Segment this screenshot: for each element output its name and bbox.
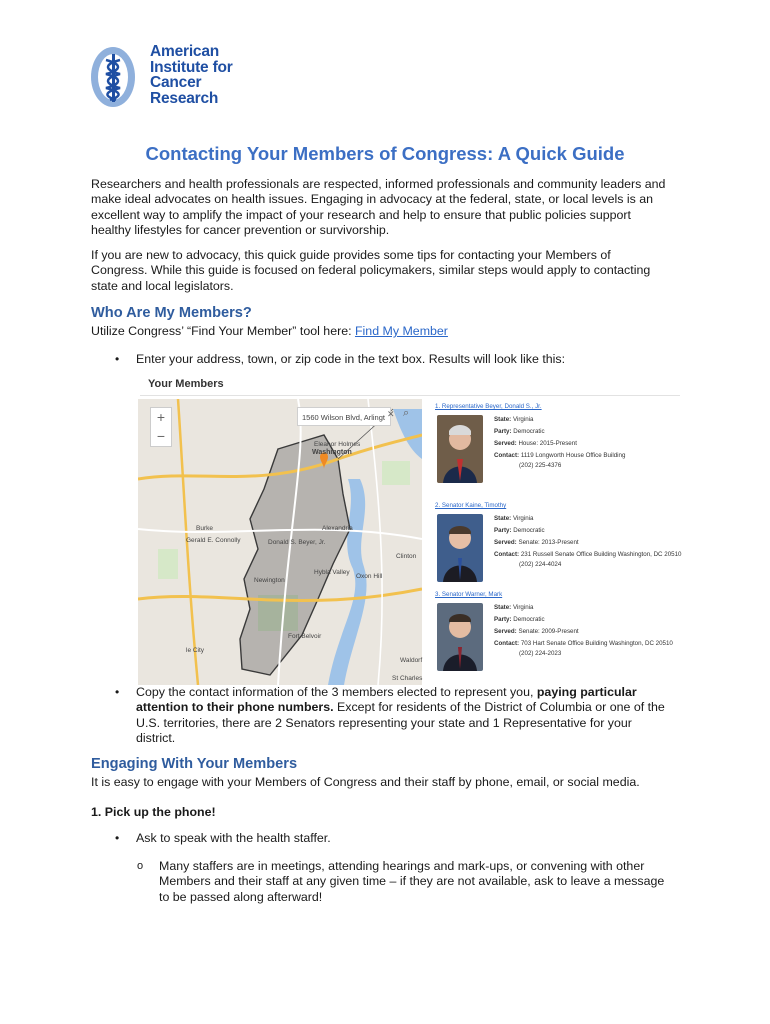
member-contact — [494, 452, 625, 459]
map-label: Gerald E. Connolly — [186, 537, 241, 544]
label: State: — [494, 604, 512, 611]
step-1-heading: 1. Pick up the phone! — [91, 805, 216, 819]
text-line — [136, 685, 696, 700]
intro-paragraph-2 — [91, 248, 691, 294]
engaging-heading: Engaging With Your Members — [91, 756, 298, 772]
member-party — [494, 616, 545, 623]
label: Party: — [494, 616, 512, 623]
map-label: le City — [186, 647, 205, 654]
bullet-icon: • — [115, 685, 120, 699]
label: Served: — [494, 628, 517, 635]
label: Party: — [494, 428, 512, 435]
bullet-enter-address: Enter your address, town, or zip code in the text box. Results will look like this: — [136, 352, 566, 366]
logo-line-1: American — [150, 43, 220, 60]
emphasis-text: paying particular — [536, 685, 637, 699]
bullet-icon: • — [115, 831, 120, 845]
value: Democratic — [513, 616, 545, 623]
member-phone: (202) 225-4376 — [519, 462, 562, 469]
aicr-logo — [88, 42, 268, 112]
sub-bullet-icon: o — [137, 860, 144, 872]
text-line: district. — [136, 731, 176, 746]
member-party — [494, 428, 545, 435]
member-phone: (202) 224-4024 — [519, 561, 562, 568]
text-line: make ideal advocates on health issues. Engaging in advocacy at the federal, state, or local levels is an — [91, 192, 654, 207]
member-name-link[interactable]: 1. Representative Beyer, Donald S., Jr. — [435, 403, 542, 410]
member-contact — [494, 551, 681, 558]
member-state — [494, 416, 533, 423]
member-served — [494, 539, 579, 546]
value: Senate: 2009-Present — [518, 628, 579, 635]
map-label: Hybla Valley — [314, 569, 350, 576]
value: 703 Hart Senate Office Building Washington, DC 20510 — [520, 640, 673, 647]
utilize-text: Utilize Congress’ “Find Your Member” tool here: — [91, 324, 355, 338]
member-contact — [494, 640, 673, 647]
text-line: Congress. While this guide is focused on federal policymakers, similar steps would apply to contacting — [91, 263, 651, 278]
member-name-link[interactable]: 2. Senator Kaine, Timothy — [435, 502, 507, 509]
map-label: Oxon Hill — [356, 573, 383, 580]
map-label: Waldorf — [400, 657, 423, 664]
member-name — [435, 502, 506, 509]
member-card — [435, 502, 680, 594]
map-label: Newington — [254, 577, 285, 584]
engaging-intro: It is easy to engage with your Members of Congress and their staff by phone, email, or social media. — [91, 775, 640, 789]
value: House: 2015-Present — [518, 440, 577, 447]
minus-icon[interactable]: − — [156, 428, 166, 444]
value: Virginia — [512, 604, 534, 611]
text-line: to be passed along afterward! — [159, 889, 323, 904]
zoom-control — [150, 407, 172, 447]
map-label: Donald S. Beyer, Jr. — [268, 539, 326, 546]
member-served — [494, 440, 577, 447]
plus-icon[interactable]: + — [156, 409, 166, 425]
member-state — [494, 515, 533, 522]
emphasis-text: attention to their phone numbers. — [136, 700, 334, 715]
text-line: Many staffers are in meetings, attending hearings and mark-ups, or convening with other — [159, 859, 645, 873]
logo-line-3: Cancer — [150, 74, 202, 92]
map-label: Burke — [196, 525, 213, 532]
member-state — [494, 604, 533, 611]
map-label: Alexandria — [322, 525, 353, 532]
members-results-screenshot — [138, 367, 680, 685]
member-name-link[interactable]: 3. Senator Warner, Mark — [435, 591, 503, 598]
bullet-health-staffer: Ask to speak with the health staffer. — [136, 831, 331, 845]
text-line: If you are new to advocacy, this quick guide provides some tips for contacting your Members of — [91, 248, 611, 262]
text-line: state and local legislators. — [91, 278, 234, 293]
member-phone: (202) 224-2023 — [519, 650, 562, 657]
map-label: St Charles — [392, 675, 423, 682]
text-line: healthy lifestyles for cancer prevention or survivorship. — [91, 223, 390, 238]
sub-bullet-staffers — [159, 859, 699, 905]
value: Democratic — [513, 527, 545, 534]
member-served — [494, 628, 579, 635]
map-label: Fort Belvoir — [288, 633, 322, 640]
label: Served: — [494, 539, 517, 546]
caduceus-logo-icon — [88, 42, 148, 112]
utilize-line — [91, 324, 691, 339]
text-line — [136, 700, 696, 715]
map-label: Washington — [312, 449, 352, 456]
map-label: Clinton — [396, 553, 417, 560]
your-members-title: Your Members — [148, 378, 224, 390]
member-name — [435, 591, 502, 598]
map-label: Eleanor Holmes — [314, 441, 361, 448]
member-photo — [437, 415, 483, 483]
member-card — [435, 403, 680, 495]
value: 231 Russell Senate Office Building Washington, DC 20510 — [520, 551, 682, 558]
bullet-icon: • — [115, 352, 120, 366]
label: Contact: — [494, 640, 520, 647]
district-map[interactable] — [138, 399, 422, 685]
member-card — [435, 591, 680, 683]
logo-wordmark — [150, 44, 233, 106]
value: 1119 Longworth House Office Building — [520, 452, 626, 459]
bullet-copy-contact — [136, 685, 696, 747]
text-line: Researchers and health professionals are respected, informed professionals and community leaders and — [91, 177, 666, 191]
label: Served: — [494, 440, 517, 447]
address-search-input[interactable]: 1560 Wilson Blvd, Arlingt — [297, 407, 391, 426]
value: Virginia — [512, 515, 534, 522]
member-photo — [437, 514, 483, 582]
search-icon[interactable]: ⌕ — [403, 407, 410, 419]
value: Virginia — [512, 416, 534, 423]
label: Party: — [494, 527, 512, 534]
close-icon[interactable]: ✕ — [387, 409, 395, 419]
text-line: Members and their staff at any given time – if they are not available, ask to leave a message — [159, 874, 665, 889]
find-my-member-link[interactable]: Find My Member — [354, 324, 448, 338]
who-heading: Who Are My Members? — [91, 305, 252, 321]
label: Contact: — [494, 452, 520, 459]
divider — [140, 395, 680, 396]
member-photo — [437, 603, 483, 671]
text-line: U.S. territories, there are 2 Senators representing your state and 1 Representative for your — [136, 715, 632, 730]
logo-line-2: Institute for — [150, 58, 233, 76]
text-run: Copy the contact information of the 3 members elected to represent you, — [136, 685, 537, 699]
value: Democratic — [513, 428, 545, 435]
label: State: — [494, 416, 512, 423]
text-line: excellent way to amplify the impact of your research and help to ensure that public policies support — [91, 207, 631, 222]
value: Senate: 2013-Present — [518, 539, 579, 546]
label: State: — [494, 515, 512, 522]
member-name — [435, 403, 542, 410]
member-party — [494, 527, 545, 534]
page-title: Contacting Your Members of Congress: A Quick Guide — [145, 143, 625, 164]
intro-paragraph-1 — [91, 177, 691, 239]
logo-line-4: Research — [150, 89, 219, 107]
label: Contact: — [494, 551, 520, 558]
text-run: Except for residents of the District of Columbia or one of the — [333, 700, 665, 715]
